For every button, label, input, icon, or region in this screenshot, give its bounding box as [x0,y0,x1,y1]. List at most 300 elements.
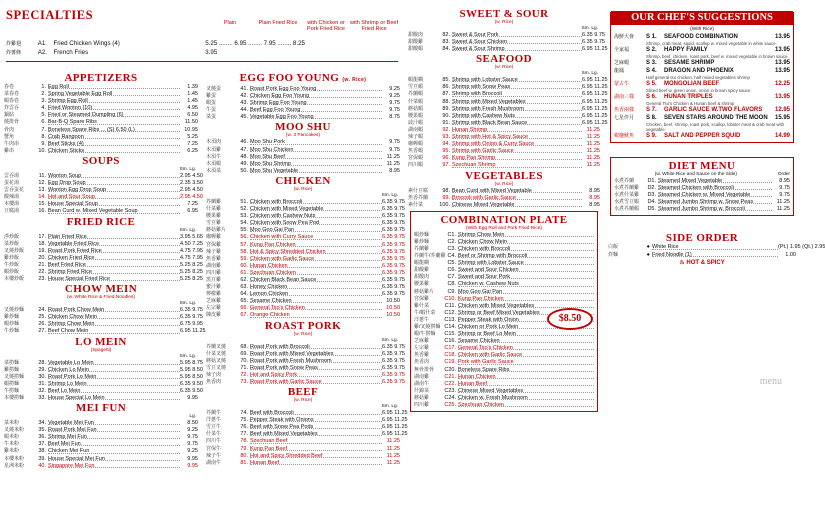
chef-suggestion-item[interactable] [614,114,790,122]
section-title: SEAFOOD [476,53,532,66]
chinese-name: 雪豆蝦 [408,84,424,91]
menu-item[interactable] [206,284,405,291]
item-number: 68. [240,343,248,350]
item-name: Boneless Spare Ribs ... (S) 6.50 (L) [48,127,180,132]
menu-item[interactable] [4,314,203,321]
item-number: 7. [41,126,46,133]
chef-suggestion-item[interactable] [614,132,790,140]
menu-item[interactable] [4,448,198,455]
item-number: 90. [442,112,450,119]
item-price: 13.95 [774,68,790,74]
menu-item[interactable] [414,331,594,338]
menu-item[interactable] [4,434,198,441]
menu-item[interactable] [414,388,594,395]
item-price: 11.25 [386,459,400,466]
item-price: 10.50 [386,312,400,319]
menu-item[interactable] [408,134,600,141]
menu-item[interactable] [206,114,400,121]
chinese-name: 蝦龍糊 [408,77,424,84]
sweet-sour-section [408,8,608,53]
chef-suggestion-item[interactable] [614,33,790,41]
item-number: 95. [442,148,450,155]
item-price: 9.75 [187,441,198,448]
menu-item[interactable] [4,172,203,180]
chinese-name: 七星伴月 [614,115,635,121]
menu-item[interactable] [206,453,400,460]
menu-item[interactable] [206,154,400,161]
item-number: 54. [240,220,248,227]
item-number: 34. [38,420,46,427]
menu-item[interactable] [4,134,198,141]
chinese-name: 素什豆腐 [408,187,429,194]
menu-item[interactable] [4,359,203,367]
item-number: 59. [240,255,248,262]
item-number: 38. [38,448,46,455]
item-name: Shrimp with Lobster Sauce [458,260,594,265]
item-number: 12. [38,180,46,187]
menu-item[interactable] [4,276,203,283]
item-name: House Special Soup [48,201,180,206]
item-name: Shrimp with Broccoli [452,91,582,96]
chinese-name: 叉燒米粉 [4,427,25,434]
menu-item[interactable] [206,100,400,107]
menu-item[interactable] [4,187,203,194]
item-description: General Tso's Chicken & Hunan beef & shrimp [646,101,735,106]
item-description: Sliced beef w. green onion, onion in brown spicy sauce. [646,88,752,93]
menu-item[interactable] [4,366,203,374]
menu-item[interactable] [4,380,203,388]
chinese-name: 牛炒麵 [4,328,20,335]
menu-item[interactable] [206,269,405,277]
menu-item[interactable] [4,119,198,126]
chinese-name: 宮保雞 [206,241,222,248]
specialty-item[interactable] [6,48,398,57]
menu-item[interactable] [614,199,790,206]
chinese-name: 魚香雞 [414,352,430,359]
chinese-name: 什菜叉燒 [206,350,227,357]
chef-suggestion-item[interactable] [614,59,790,67]
item-price: 11.25 [776,199,790,206]
chinese-name: 牛肉串 [4,140,20,147]
chinese-name: 木須雞 [206,146,222,153]
menu-item[interactable] [206,424,408,431]
item-name: Sweet & Sour Shrimp [452,46,582,51]
item-price: 1.45 [187,91,198,98]
menu-item[interactable] [414,260,594,267]
menu-item[interactable] [408,202,600,209]
item-number: C17. [444,345,456,352]
menu-item[interactable] [206,86,400,93]
item-price: 2.95 4.50 [180,194,203,201]
menu-item[interactable] [206,431,408,438]
menu-item[interactable] [614,185,790,192]
item-price: (Pt.) 1.95 (Qt.) 2.95 [778,244,825,251]
chinese-name: 魚香兩樣 [614,107,635,113]
chinese-name: 鍋貼 [4,112,15,119]
menu-item[interactable] [4,240,203,248]
menu-item[interactable] [408,91,608,98]
chinese-name: 雞炒麵 [4,314,20,321]
chinese-name: 甜酸雞 [408,39,424,46]
item-price: 6.35 9.75 [382,276,405,283]
menu-item[interactable] [408,84,608,91]
item-number: 17. [38,233,46,240]
menu-item[interactable] [4,127,198,134]
menu-item[interactable] [4,268,203,276]
item-number: D5. [647,206,656,213]
menu-item[interactable] [206,198,405,206]
hot-spicy-legend: ♨ HOT & SPICY [679,259,725,266]
section-title: MOO SHU [275,121,331,134]
size-header: Sm. Lg. [581,26,598,31]
item-name: Vegetable Lo Mein [48,360,180,365]
item-name: Singapore Mei Fun [48,463,180,468]
chinese-name: 四川牛 [206,438,222,445]
appetizers-section [4,72,198,155]
menu-item[interactable] [414,395,594,402]
menu-item[interactable] [414,267,594,274]
menu-item[interactable] [408,112,608,120]
item-name: Hot and Sour Soup [48,194,180,199]
size-header: Sm. Lg. [581,71,598,77]
item-name: Fried Noodle (1) [652,252,778,257]
lo-mein-section [4,335,203,403]
chinese-name: 蜜汁雞 [206,284,222,291]
menu-item[interactable] [206,379,405,386]
item-number: 14. [38,194,46,201]
chinese-name: 芥蘭牛 [206,410,222,417]
item-number: D2. [647,185,656,192]
item-price: 6.35 9.75 [582,32,605,38]
item-price: 9.75 [389,146,400,153]
item-name: Szechuan Shrimp [452,162,582,167]
item-name: Chicken with Mixed Vegetables [458,303,594,308]
menu-item[interactable] [4,307,203,314]
menu-item[interactable] [408,119,608,127]
menu-item[interactable] [408,188,600,195]
menu-item[interactable] [206,460,400,467]
menu-item[interactable] [206,147,400,154]
item-price: 3.95 5.65 [180,233,203,240]
item-number: S 2. [646,47,657,53]
menu-item[interactable] [408,127,600,134]
chinese-name: 甜酸蝦 [408,46,424,53]
chicken-section [206,174,405,320]
chinese-name: 蛋花湯 [4,180,20,187]
menu-item[interactable] [4,208,198,215]
chinese-name: 辣子肉 [206,371,222,378]
chinese-name: 雞炒飯 [4,254,20,261]
chinese-name: 叉燒蛋 [206,86,222,92]
item-name: Shrimp with Cashew Nuts [452,113,582,118]
item-number: 70. [240,357,248,364]
menu-item[interactable] [408,141,600,148]
menu-item[interactable] [414,352,594,359]
item-name: Chicken Chow Mein [48,314,180,319]
chinese-name: 雞什菜 [414,302,430,309]
item-number: C8. [447,281,456,288]
menu-item[interactable] [414,367,594,374]
menu-item[interactable] [206,234,405,241]
menu-item[interactable] [4,261,203,269]
item-description: Half general tso chicken, half mixed vegetables shrimp [646,75,750,80]
menu-item[interactable] [206,255,405,263]
item-name: Spring Vegetable Egg Roll [48,91,180,96]
menu-item[interactable] [206,371,405,379]
beef-section [206,386,408,467]
menu-item[interactable] [414,296,594,303]
menu-item[interactable] [414,345,594,352]
menu-item[interactable] [206,227,405,234]
menu-item[interactable] [206,312,400,319]
item-name: Moo Shu Beef [250,154,382,159]
size-header: Sm. Lg. [381,192,398,198]
chow-mein-section [4,283,206,335]
chinese-name: 雪豆雞 [206,220,222,227]
menu-item[interactable] [4,233,203,241]
item-number: 43. [240,100,248,107]
menu-item[interactable] [4,194,203,201]
item-price: 6.95 11.25 [582,119,608,126]
item-number: C10. [444,295,456,302]
chinese-name: 白飯 [608,244,619,251]
chef-suggestion-item[interactable] [614,67,790,75]
menu-item[interactable] [408,46,608,53]
menu-item[interactable] [414,253,594,260]
chinese-name: 宮保雞 [414,295,430,302]
item-number: 6. [41,119,46,126]
menu-item[interactable] [408,77,608,84]
item-description: Shrimp, crab meat, squid, scallop w. mixed vegetable in white sauce. [646,41,777,46]
menu-item[interactable] [414,359,594,366]
menu-item[interactable] [614,178,790,185]
menu-item[interactable] [4,373,203,381]
chinese-name: 甜酸肉 [408,32,424,38]
item-name: Chicken with Curry Sauce [250,234,382,239]
item-name: Shrimp Lo Mein [48,381,180,386]
menu-item[interactable] [408,32,605,39]
chinese-name: 蘑菇雞 [414,394,430,401]
menu-item[interactable] [206,276,405,284]
menu-item[interactable] [206,107,400,114]
chinese-name: 芥蘭叉燒 [206,343,227,350]
menu-item[interactable] [206,139,400,146]
menu-item[interactable] [408,162,600,169]
menu-item[interactable] [206,446,400,453]
menu-item[interactable] [4,148,198,155]
vegetables-section [408,170,600,209]
menu-item[interactable] [206,168,400,175]
menu-item[interactable] [206,343,405,351]
menu-item[interactable] [414,289,594,296]
item-price: 5.25 8.25 [180,276,203,283]
item-price: 13.95 [774,60,790,66]
chinese-name: 牛蛋 [206,107,217,114]
menu-item[interactable] [206,350,405,358]
menu-item[interactable] [4,427,198,434]
chinese-name: 雞炒麵 [414,238,430,245]
menu-item[interactable] [206,93,400,100]
menu-item[interactable] [414,246,594,253]
item-number: 100. [439,201,450,208]
menu-item[interactable] [206,298,400,305]
menu-item[interactable] [206,161,400,168]
menu-item[interactable] [608,244,825,251]
item-name: Pepper Steak with Onions [250,417,382,422]
item-name: Shrimp Chow Mein [458,232,594,237]
item-number: 55. [240,227,248,234]
item-name: French Fries [53,49,89,56]
item-price: 9.25 [187,427,198,434]
menu-item[interactable] [4,456,198,463]
menu-item[interactable] [4,328,206,335]
chef-suggestion-item[interactable] [614,93,790,101]
item-price: 6.75 9.95 [180,321,203,328]
item-name: Shrimp with Hot & Spicy Sauce [452,134,582,139]
menu-item[interactable] [4,105,198,112]
menu-item[interactable] [4,91,198,98]
menu-item[interactable] [206,291,405,298]
item-number: 1. [41,84,46,90]
item-name: Hunan Beef [458,381,594,386]
menu-item[interactable] [4,112,198,119]
chinese-name: 腰果雞 [206,213,222,220]
menu-item[interactable] [414,239,594,246]
menu-item[interactable] [408,148,600,155]
item-number: D1. [647,178,656,184]
side-order-section [608,232,825,266]
chinese-name: 本樓湯 [4,201,20,208]
item-price: 6.35 9.75 [382,220,405,227]
specialty-item[interactable] [6,39,398,48]
item-number: 3. [41,98,46,105]
item-name: Shrimp or Beef Lo Mein [458,331,594,336]
menu-item[interactable] [408,195,600,202]
chinese-name: 左宗雞 [414,345,430,352]
menu-item[interactable] [206,248,405,256]
menu-item[interactable] [4,387,203,395]
chinese-name: 湖南雞 [206,262,222,269]
size-header: Sm. Lg. [179,301,196,307]
item-price: 10.50 [386,305,400,312]
chinese-name: 叉燒炒飯 [4,247,25,254]
menu-item[interactable] [4,395,198,402]
item-price: 6.95 11.25 [582,112,608,119]
item-name: Hunan Shrimp [452,127,582,132]
item-number: C9. [447,288,456,295]
menu-item[interactable] [414,338,594,345]
item-price: 6.95 11.25 [180,328,206,335]
item-number: 53. [240,213,248,220]
chinese-name: 湖南雞 [414,373,430,380]
menu-item[interactable] [206,241,405,249]
item-price: 8.50 [187,420,198,427]
menu-item[interactable] [414,274,594,281]
item-name: Beef Fried Rice [48,262,180,267]
size-header: Sm. Lg. [381,404,398,410]
size-header: Sm. Lg. [179,227,196,233]
item-name: Bean Curd with Mixed Vegetable [452,188,582,193]
chinese-name: 雪豆叉燒 [206,364,227,371]
item-number: 82. [442,32,450,38]
menu-item[interactable] [206,305,400,312]
menu-item[interactable] [206,410,408,417]
item-number: C15. [444,331,456,338]
menu-item[interactable] [4,247,203,255]
item-price: 9.95 [187,455,198,462]
menu-item[interactable] [206,220,405,227]
item-name: Steamed Jumbo Shrimp w. Snow Peas [658,199,772,204]
chinese-name: 湖南三樣 [614,94,635,100]
item-number: 32. [38,387,46,394]
menu-item[interactable] [206,213,405,220]
menu-item[interactable] [408,39,605,46]
menu-item[interactable] [206,357,405,365]
item-number: 37. [38,441,46,448]
menu-item[interactable] [206,364,405,372]
menu-item[interactable] [4,180,203,187]
menu-item[interactable] [414,381,594,388]
item-number: 19. [38,247,46,254]
menu-item[interactable] [608,252,796,259]
menu-item[interactable] [4,141,198,148]
menu-item[interactable] [4,441,198,448]
menu-item[interactable] [4,201,198,208]
menu-item[interactable] [408,105,608,113]
menu-item[interactable] [206,438,400,445]
section-subtitle: (w. Rice) [293,186,313,192]
item-name: Beef with Snow Pea Pods [250,424,382,429]
chinese-name: 雲吞湯 [4,172,20,179]
menu-item[interactable] [206,417,408,424]
item-name: Wonton Soup [48,173,180,178]
item-price: 9.25 [389,93,400,100]
section-subtitle: (w. Rice) [342,77,367,83]
menu-item[interactable] [206,206,405,213]
item-price: 6.35 9.75 [180,307,203,314]
menu-item[interactable] [4,84,198,91]
menu-item[interactable] [4,463,198,470]
item-name: Boneless Spare Ribs [458,367,594,372]
chef-suggestion-item[interactable] [614,106,790,114]
menu-item[interactable] [4,98,198,105]
section-title: OUR CHEF'S SUGGESTIONS [611,11,793,25]
item-name: Kung Pao Chicken [250,242,382,247]
item-name: Pork with Garlic Sauce [458,359,594,364]
menu-item[interactable] [414,402,594,409]
menu-item[interactable] [414,281,594,288]
item-name: Shrimp with Fresh Mushroom [452,106,582,111]
menu-item[interactable] [206,262,405,270]
item-number: 66. [240,305,248,312]
item-number: 58. [240,248,248,255]
menu-item[interactable] [414,374,594,381]
chef-suggestion-item[interactable] [614,46,790,54]
item-price: 9.25 [389,86,400,92]
menu-item[interactable] [408,98,608,106]
menu-item[interactable] [4,321,203,328]
menu-item[interactable] [414,232,594,239]
chef-suggestion-item[interactable] [614,80,790,88]
chinese-name: 雞/叉燒撈麵 [414,324,441,330]
menu-item[interactable] [614,206,790,213]
item-name: Roast Pork with Fresh Mushroom [250,358,382,363]
menu-item[interactable] [408,155,600,162]
menu-item[interactable] [614,192,790,199]
menu-item[interactable] [4,254,203,262]
menu-item[interactable] [4,420,198,427]
menu-panel-2 [202,72,408,517]
